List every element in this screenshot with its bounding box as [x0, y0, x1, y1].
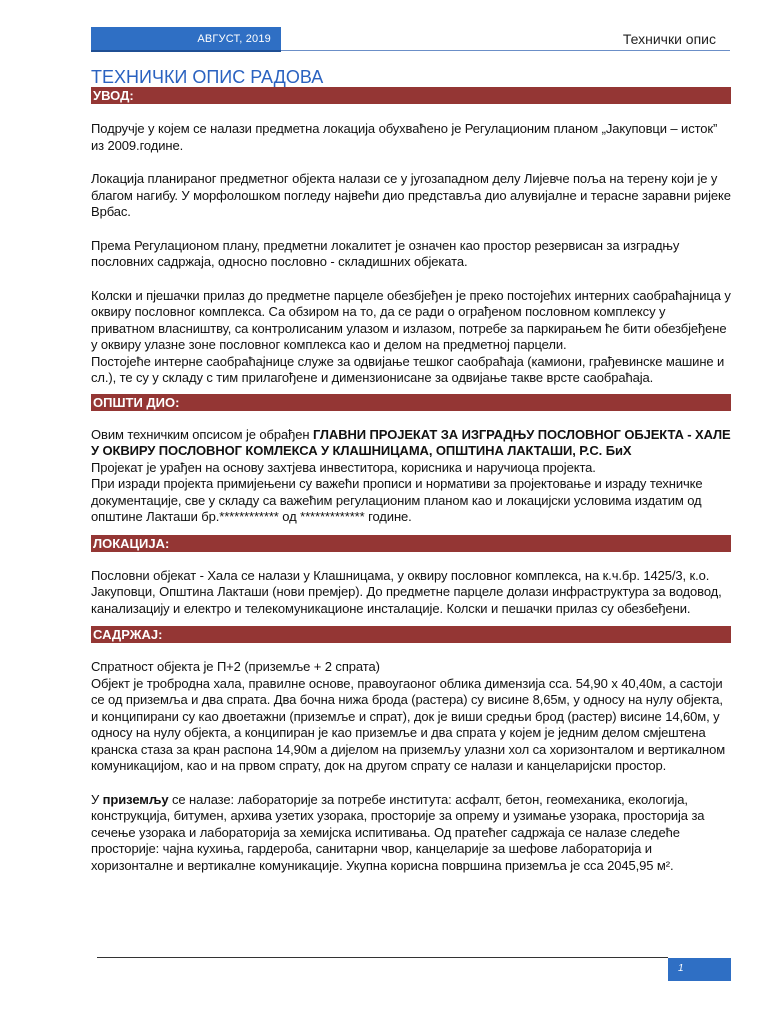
general-paragraph-1 [91, 427, 731, 460]
header-date: АВГУСТ, 2019 [197, 33, 271, 45]
project-title-bold: ГЛАВНИ ПРОЈЕКАТ ЗА ИЗГРАДЊУ ПОСЛОВНОГ ОБЈЕКТА - ХАЛЕ У ОКВИРУ ПОСЛОВНОГ КОМЛЕКСА У КЛАШНИЦАМА, ОПШТИНА ЛАКТАШИ, Р.С. БиХ [91, 426, 731, 458]
page-number: 1 [678, 963, 684, 974]
content-paragraph-3-rest: се налазе: лабораторије за потребе института: асфалт, бетон, геомеханика, екологија, конструкција, битумен, архива узетих узорака, просторије за опрему и узимање узорака, просторија за сечење узорака и лабораторија за хемијска испитивања. Од пратећег садржаја се налазе следеће просторије: чајна кухиња, гардероба, санитарни чвор, канцеларије за шефове лабораторија и хоризонталне и вертикалне комуникације. Укупна корисна површина приземља је сса 2045,95 м². [91, 791, 705, 873]
intro-paragraph-5: Постојеће интерне саобраћајнице служе за одвијање тешког саобраћаја (камиони, грађевинске машине и сл.), те су у складу с тим прилагођене и димензионисане за одвијање такве врсте саобраћаја. [91, 353, 725, 385]
section-heading-intro: УВОД: [91, 87, 731, 104]
footer-rule [97, 957, 668, 958]
ground-floor-bold: приземљу [102, 791, 169, 807]
location-paragraph-1: Пословни објекат - Хала се налази у Клашницама, у оквиру пословног комплекса, на к.ч.бр. 1425/3, к.о. Јакуповци, Општина Лакташи (нови премјер). До предметне парцеле долази инфраструктура за водовод, канализацију и електро и телекомуникационе инсталације. Колски и пешачки прилаз су обезбеђени. [91, 567, 722, 616]
header-document-title: Технички опис [622, 31, 716, 47]
section-heading-content: САДРЖАЈ: [91, 626, 731, 643]
content-paragraph-1: Спратност објекта је П+2 (приземље + 2 спрата) [91, 659, 380, 674]
content-paragraph-3 [91, 792, 731, 875]
intro-paragraph-1: Подручје у којем се налази предметна локација обухваћено је Регулационим планом „Јакуповци – исток” из 2009.године. [91, 121, 718, 153]
general-paragraph-2: Пројекат је урађен на основу захтјева инвеститора, корисника и наручиоца пројекта. [91, 459, 596, 475]
general-paragraph-3: При изради пројекта примијењени су важећи прописи и нормативи за пројектовање и израду техничке документације, све у складу са важећим регулационим планом као и локацијски условима издатим од општине Лакташи бр.************ од ************* године. [91, 476, 703, 524]
intro-paragraph-4: Колски и пјешачки прилаз до предметне парцеле обезбјеђен је преко постојећих интерних саобраћајница у оквиру пословног комплекса. Са обзиром на то, да се ради о ограђеном пословном комплексу у приватном власништву, са контролисаним улазом и излазом, потребе за паркирањем ће бити обезбјеђене у оквиру улазне зоне пословног комплекса као и делом на предметној парцели. [91, 287, 731, 352]
section-heading-general: ОПШТИ ДИО: [91, 394, 731, 411]
document-body [91, 67, 731, 874]
page-title: ТЕХНИЧКИ ОПИС РАДОВА [91, 67, 324, 87]
general-paragraph-1-lead: Овим техничким опсисом је обрађен [91, 426, 313, 442]
section-heading-location: ЛОКАЦИЈА: [91, 535, 731, 552]
header-date-box [91, 27, 281, 52]
header-rule [281, 50, 730, 51]
page-number-box [668, 958, 731, 981]
intro-paragraph-2: Локација планираног предметног објекта налази се у југозападном делу Лијевче поља на терену који је у благом нагибу. У морфолошком погледу највећи дио представља дио алувијалне и терасне заравни ријеке Врбас. [91, 171, 731, 219]
intro-paragraph-3: Према Регулационом плану, предметни локалитет је означен као простор резервисан за изградњу пословних садржаја, односно пословно - складишних објеката. [91, 237, 680, 269]
content-paragraph-2: Објект је тробродна хала, правилне основе, правоугаоног облика димензија сса. 54,90 x 40,40м, а састоји се од приземља и два спрата. Два бочна нижа брода (растера) су висине 8,65м, у односу на нулу објекта, и конципирани су као двоетажни (приземље и спрат), док је виши средњи брод (растер) висине 14,60м, у односу на нулу објекта, а конципиран је као приземље и два спрата у којем је једним делом смјештена кранска стаза за кран распона 14,90м а дијелом на приземљу улазни хол са хоризонталом и вертикалном комуникацијом, као и на првом спрату, док на другом спрату се налази и канцеларијски простор. [91, 675, 726, 773]
content-paragraph-3-lead: У [91, 791, 103, 807]
